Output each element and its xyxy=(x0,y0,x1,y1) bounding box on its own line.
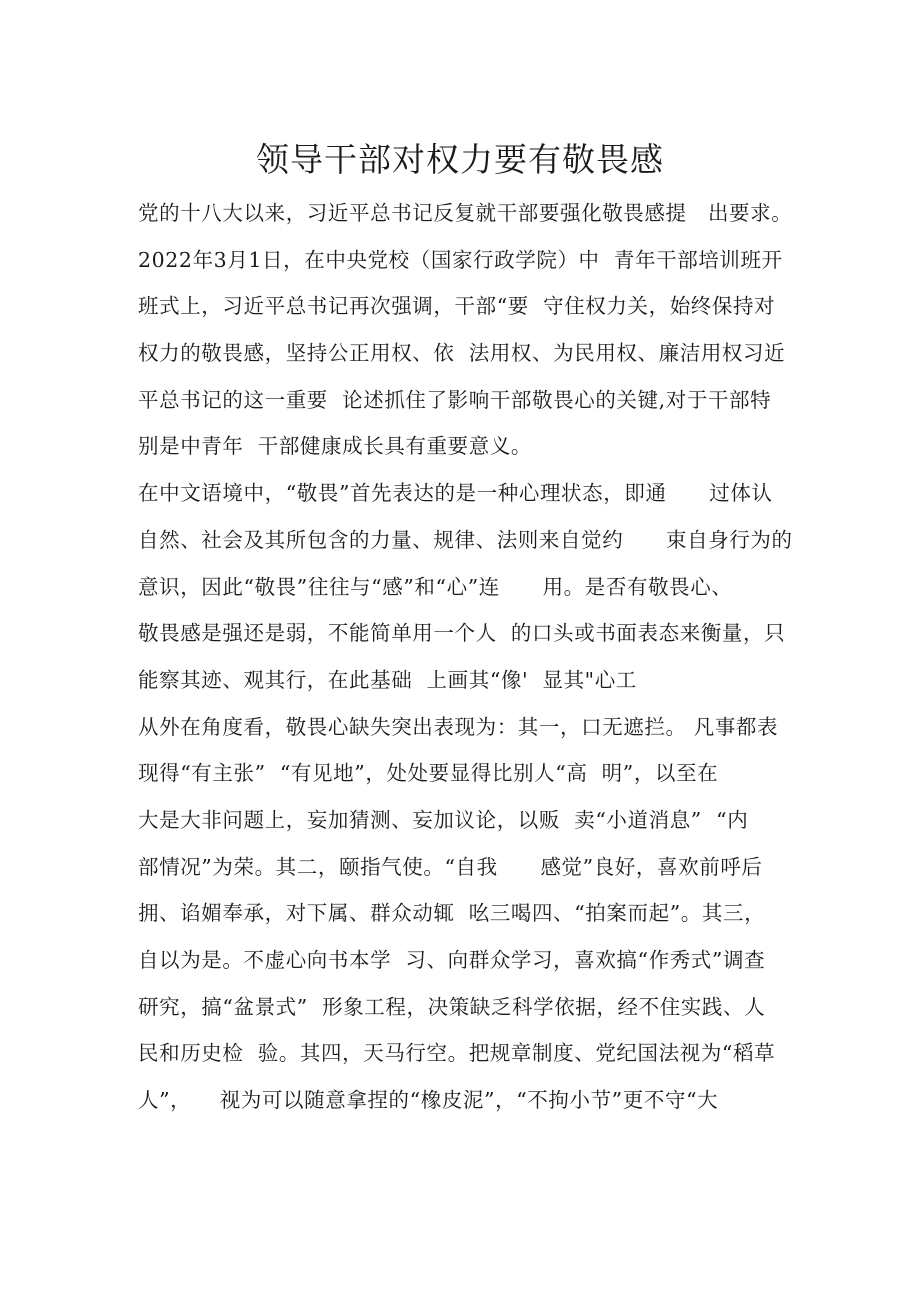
paragraph-line: 大是大非问题上，妄加猜测、妄加议论，以贩 卖“小道消息” “内 xyxy=(138,807,749,832)
paragraph-line: 班式上，习近平总书记再次强调，干部“要 守住权力关，始终保持对 xyxy=(138,294,776,319)
paragraph-line: 意识，因此“敬畏”往往与“感”和“心”连 用。是否有敬畏心、 xyxy=(138,574,733,599)
paragraph-line: 敬畏感是强还是弱，不能简单用一个人 的口头或书面表态来衡量，只 xyxy=(138,621,786,646)
paragraph-line: 平总书记的这一重要 论述抓住了影响干部敬畏心的关键,对于干部特 xyxy=(138,387,772,412)
paragraph-line: 拥、谄媚奉承，对下属、群众动辄 吆三喝四、“拍案而起”。其三， xyxy=(138,901,766,926)
document-title: 领导干部对权力要有敬畏感 xyxy=(256,140,664,179)
paragraph-line: 自以为是。不虚心向书本学 习、向群众学习，喜欢搞“作秀式”调查 xyxy=(138,948,766,972)
paragraph-line: 在中文语境中，“敬畏”首先表达的是一种心理状态，即通 过体认 xyxy=(138,481,773,506)
paragraph-line: 从外在角度看，敬畏心缺失突出表现为：其一，口无遮拦。 凡事都表 xyxy=(138,714,779,739)
paragraph-line: 能察其迹、观其行，在此基础 上画其“像' 显其"心工 xyxy=(138,667,637,692)
paragraph-line: 2022年3月1日，在中央党校（国家行政学院）中 青年干部培训班开 xyxy=(138,247,783,272)
document-body xyxy=(138,190,798,1124)
paragraph-line: 别是中青年 干部健康成长具有重要意义。 xyxy=(138,434,533,459)
paragraph-line: 现得“有主张” “有见地”，处处要显得比别人“高 明”，以至在 xyxy=(138,761,719,786)
paragraph-line: 民和历史检 验。其四，天马行空。把规章制度、党纪国法视为“稻草 xyxy=(138,1041,776,1066)
paragraph-line: 研究，搞“盆景式” 形象工程，决策缺乏科学依据，经不住实践、人 xyxy=(138,994,766,1019)
paragraph-line: 党的十八大以来，习近平总书记反复就干部要强化敬畏感提 出要求。 xyxy=(138,201,793,225)
paragraph-line: 人”， 视为可以随意拿捏的“橡皮泥”，“不拘小节”更不守“大 xyxy=(138,1088,719,1113)
paragraph-line: 部情况”为荣。其二，颐指气使。“自我 感觉”良好，喜欢前呼后 xyxy=(138,854,763,879)
paragraph-line: 自然、社会及其所包含的力量、规律、法则来自觉约 束自身行为的 xyxy=(138,527,793,552)
paragraph-line: 权力的敬畏感，坚持公正用权、依 法用权、为民用权、廉洁用权习近 xyxy=(138,341,786,366)
